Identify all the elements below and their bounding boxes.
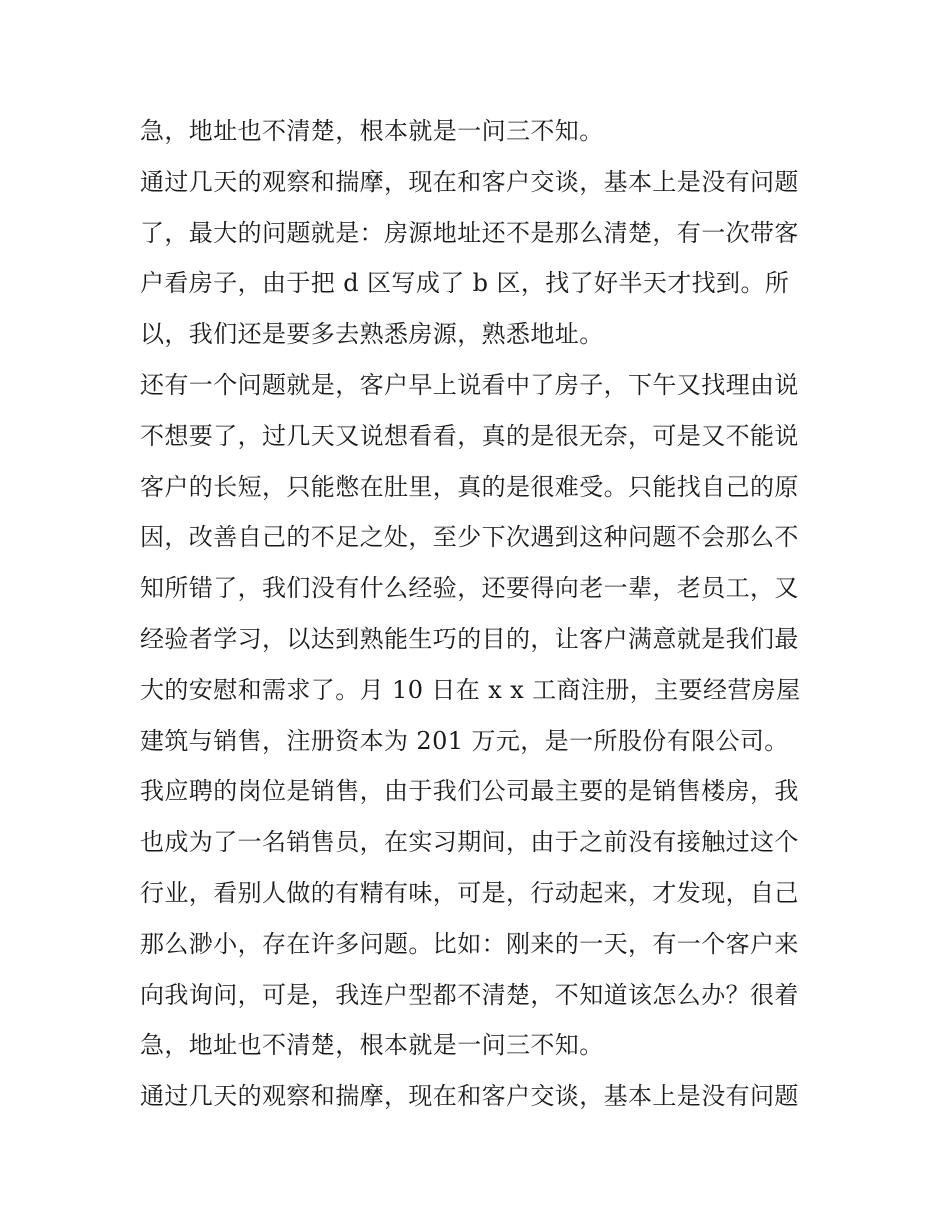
text-line: 还有一个问题就是，客户早上说看中了房子，下午又找理由说 <box>140 370 799 399</box>
text-line: 客户的长短，只能憋在肚里，真的是很难受。只能找自己的原 <box>140 472 799 501</box>
text-line: 急，地址也不清楚，根本就是一问三不知。 <box>140 117 604 145</box>
text-line: 因，改善自己的不足之处，至少下次遇到这种问题不会那么不 <box>140 523 799 552</box>
text-line: 向我询问，可是，我连户型都不清楚，不知道该怎么办？很着 <box>140 980 799 1009</box>
text-line: 建筑与销售，注册资本为 201 万元，是一所股份有限公司。 <box>140 726 789 755</box>
text-line: 大的安慰和需求了。月 10 日在 x x 工商注册，主要经营房屋 <box>140 675 801 704</box>
text-line: 经验者学习，以达到熟能生巧的目的，让客户满意就是我们最 <box>140 624 799 653</box>
text-line: 行业，看别人做的有精有味，可是，行动起来，才发现，自己 <box>140 878 799 907</box>
text-line: 急，地址也不清楚，根本就是一问三不知。 <box>140 1031 604 1060</box>
text-line: 了，最大的问题就是：房源地址还不是那么清楚，有一次带客 <box>140 218 799 247</box>
document-body <box>140 106 820 1122</box>
text-line: 通过几天的观察和揣摩，现在和客户交谈，基本上是没有问题 <box>140 167 799 196</box>
text-line: 那么渺小，存在许多问题。比如：刚来的一天，有一个客户来 <box>140 929 799 958</box>
text-line: 通过几天的观察和揣摩，现在和客户交谈，基本上是没有问题 <box>140 1082 799 1111</box>
text-line: 也成为了一名销售员，在实习期间，由于之前没有接触过这个 <box>140 828 799 857</box>
text-line: 我应聘的岗位是销售，由于我们公司最主要的是销售楼房，我 <box>140 777 799 806</box>
text-line: 不想要了，过几天又说想看看，真的是很无奈，可是又不能说 <box>140 421 799 450</box>
text-line: 以，我们还是要多去熟悉房源，熟悉地址。 <box>140 320 604 349</box>
text-line: 知所错了，我们没有什么经验，还要得向老一辈，老员工，又 <box>140 574 799 603</box>
text-line: 户看房子，由于把 d 区写成了 b 区，找了好半天才找到。所 <box>140 269 790 298</box>
